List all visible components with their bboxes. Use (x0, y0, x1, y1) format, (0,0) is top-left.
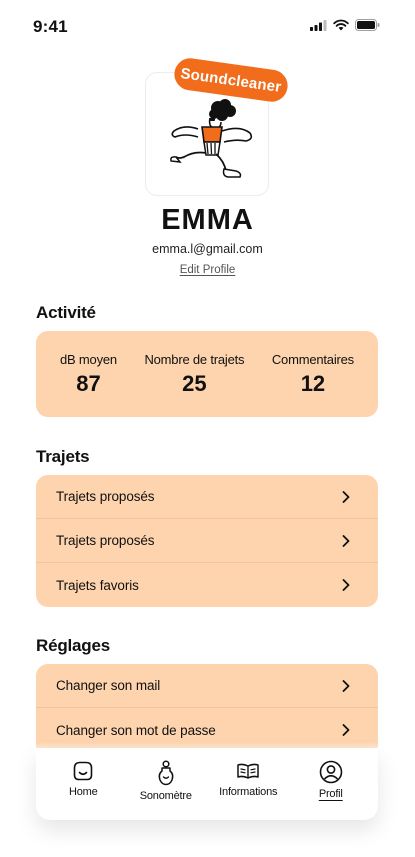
chevron-right-icon (342, 680, 350, 692)
status-bar (0, 0, 415, 54)
stat-value: 25 (182, 371, 207, 396)
tab-label: Profil (318, 788, 343, 800)
bottom-tab-bar (36, 748, 378, 820)
cellular-signal-icon (310, 20, 327, 31)
list-item-label: Trajets proposés (56, 533, 155, 548)
stat-label: Nombre de trajets (144, 352, 245, 367)
trips-title: Trajets (36, 447, 90, 466)
list-item-label: Trajets favoris (56, 577, 139, 593)
list-item-proposed-trips[interactable] (36, 475, 378, 519)
stat-trip-count (144, 331, 244, 417)
status-time: 9:41 (33, 17, 68, 36)
activity-stats-card (36, 331, 378, 417)
list-item-proposed-trips-2[interactable] (36, 519, 378, 563)
list-item-label: Changer son mail (56, 678, 161, 693)
user-name: EMMA (161, 204, 254, 236)
book-icon (236, 760, 260, 782)
tab-informations[interactable] (207, 748, 290, 820)
stat-value: 12 (300, 371, 326, 396)
tab-label: Informations (219, 786, 278, 798)
running-character-illustration (158, 87, 258, 183)
list-item-label: Trajets proposés (56, 489, 155, 504)
tab-profile[interactable] (290, 748, 373, 820)
edit-profile-row (0, 264, 415, 276)
list-item-change-email[interactable] (36, 664, 378, 708)
chevron-right-icon (342, 579, 350, 591)
sonometer-icon (155, 760, 177, 786)
stat-label: Commentaires (271, 352, 354, 367)
tab-home[interactable] (42, 748, 125, 820)
user-email: emma.l@gmail.com (152, 242, 263, 256)
status-icons (310, 19, 380, 31)
chevron-right-icon (342, 724, 350, 736)
trips-list (36, 475, 378, 607)
list-item-label: Changer son mot de passe (56, 722, 216, 738)
stat-comments (272, 331, 354, 417)
list-item-favorite-trips[interactable] (36, 563, 378, 607)
edit-profile-link[interactable]: Edit Profile (179, 264, 236, 276)
tab-label: Home (68, 786, 98, 798)
settings-title: Réglages (36, 636, 110, 655)
tab-label: Sonomètre (139, 790, 192, 802)
user-circle-icon (319, 760, 343, 784)
activity-title: Activité (36, 303, 96, 322)
brand-tag: Soundcleaner (172, 56, 289, 104)
settings-list (36, 664, 378, 752)
stat-value: 87 (76, 371, 101, 396)
stat-label: dB moyen (60, 352, 117, 367)
wifi-icon (333, 19, 349, 31)
battery-icon (355, 19, 380, 31)
chevron-right-icon (342, 491, 350, 503)
chevron-right-icon (342, 535, 350, 547)
stat-average-db (60, 331, 117, 417)
tab-sonometer[interactable] (125, 748, 208, 820)
home-face-icon (72, 760, 94, 782)
